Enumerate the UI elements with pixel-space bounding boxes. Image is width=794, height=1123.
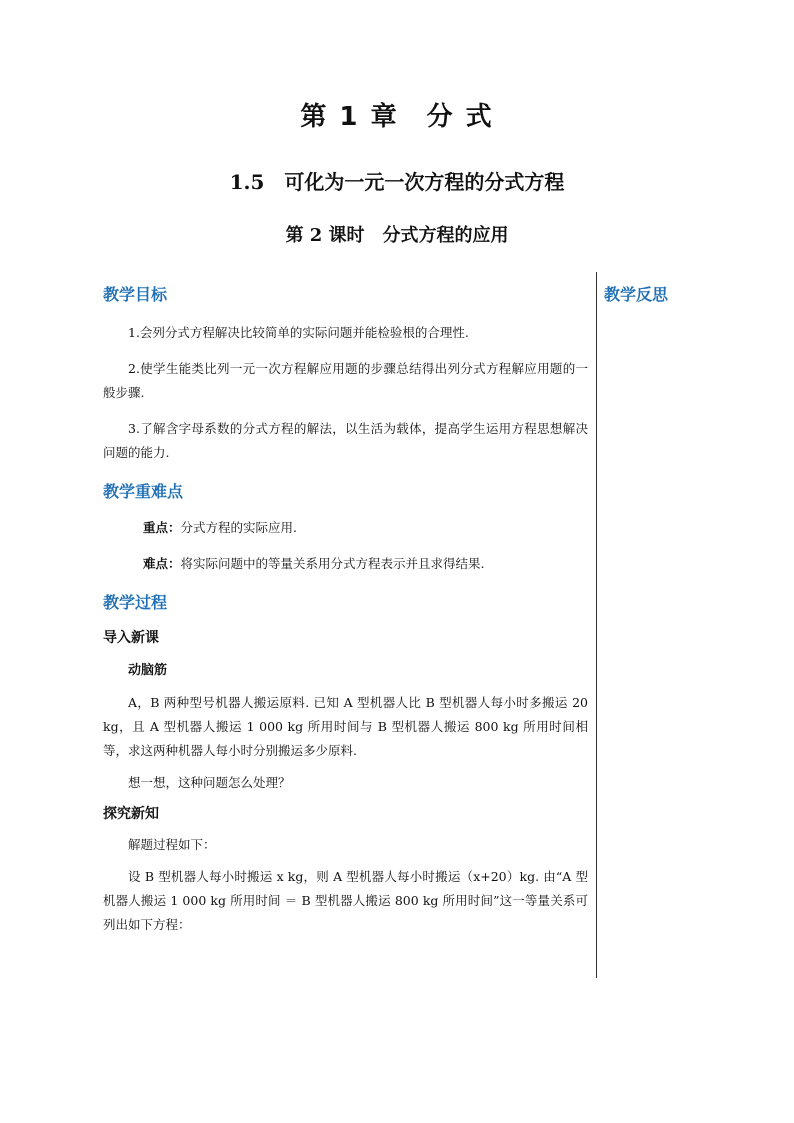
solution-text: 设 B 型机器人每小时搬运 x kg，则 A 型机器人每小时搬运（x+20）kg. 由“A 型机器人搬运 1 000 kg 所用时间 ＝ B 型机器人搬运 800 kg 所用时间”这一等量关系可列出如下方程： bbox=[103, 869, 588, 932]
problem-text: A，B 两种型号机器人搬运原料. 已知 A 型机器人比 B 型机器人每小时多搬运 20 kg，且 A 型机器人搬运 1 000 kg 所用时间与 B 型机器人搬运 800 kg 所用时间相等，求这两种机器人每小时分别搬运多少原料. bbox=[103, 695, 588, 758]
process-heading: 教学过程 bbox=[103, 593, 168, 612]
reflection-column bbox=[604, 282, 754, 305]
objective-item-2: 2.使学生能类比列一元一次方程解应用题的步骤总结得出列分式方程解应用题的一般步骤. bbox=[103, 361, 588, 400]
brain-label: 动脑筋 bbox=[128, 663, 168, 678]
main-column bbox=[103, 282, 588, 937]
solution-intro: 解题过程如下： bbox=[128, 837, 216, 852]
focus-text: 分式方程的实际应用. bbox=[180, 520, 297, 535]
explore-heading: 探究新知 bbox=[103, 806, 159, 822]
think-text: 想一想，这种问题怎么处理？ bbox=[128, 775, 291, 790]
focus-line bbox=[103, 516, 588, 540]
objective-item-1: 1.会列分式方程解决比较简单的实际问题并能检验根的合理性. bbox=[128, 325, 469, 340]
focus-label: 重点： bbox=[143, 520, 181, 535]
difficulty-label: 难点： bbox=[143, 556, 181, 571]
objective-item-3: 3.了解含字母系数的分式方程的解法，以生活为载体，提高学生运用方程思想解决问题的能力. bbox=[103, 421, 588, 460]
keypoints-heading: 教学重难点 bbox=[103, 482, 184, 501]
intro-heading: 导入新课 bbox=[103, 630, 159, 646]
difficulty-line bbox=[103, 552, 588, 576]
reflection-heading: 教学反思 bbox=[604, 285, 669, 304]
chapter-title: 第 1 章 分 式 bbox=[300, 102, 494, 132]
lesson-title: 第 2 课时 分式方程的应用 bbox=[285, 225, 509, 246]
column-divider bbox=[596, 272, 597, 978]
objectives-heading: 教学目标 bbox=[103, 285, 168, 304]
difficulty-text: 将实际问题中的等量关系用分式方程表示并且求得结果. bbox=[180, 556, 485, 571]
section-title: 1.5 可化为一元一次方程的分式方程 bbox=[229, 170, 565, 194]
